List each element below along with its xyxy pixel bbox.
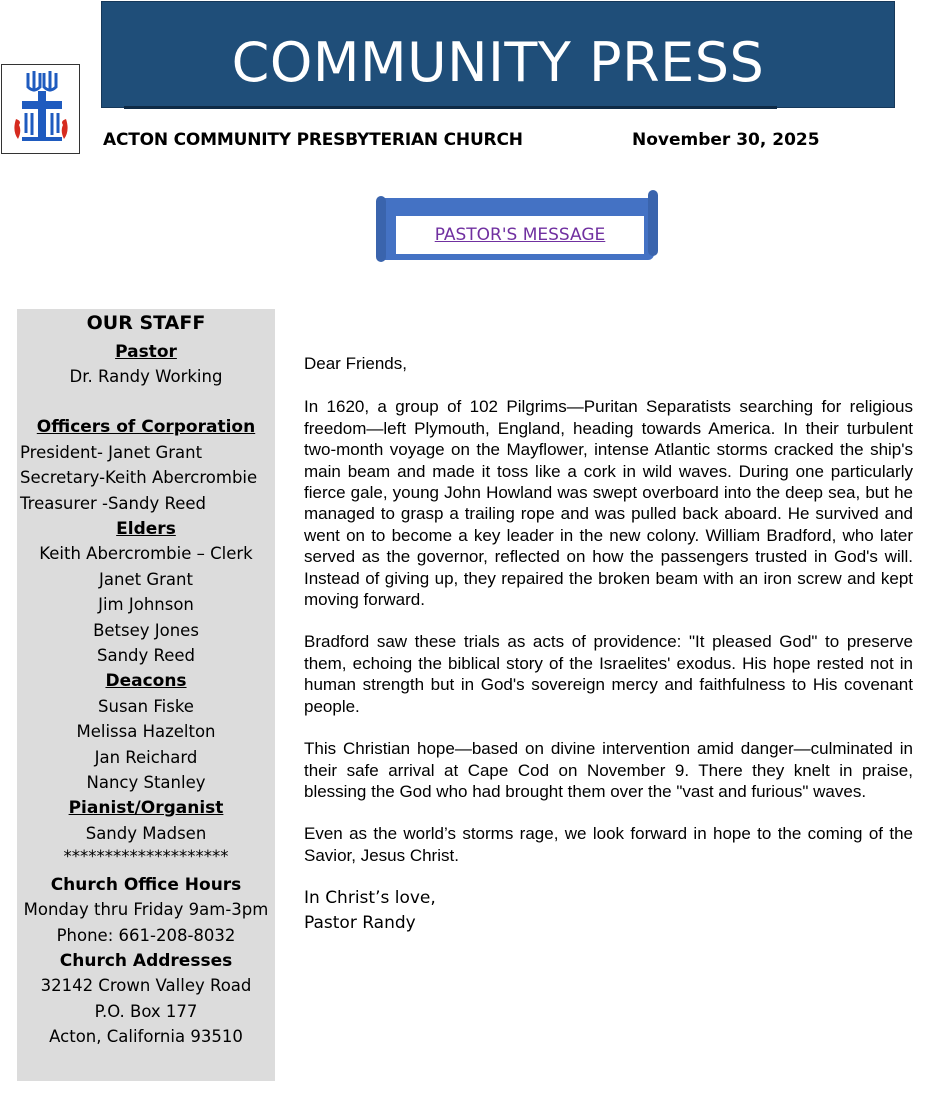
elder-item: Keith Abercrombie – Clerk xyxy=(39,544,253,563)
section-scroll-banner xyxy=(376,190,658,270)
masthead-underline xyxy=(124,106,777,109)
pianist-name: Sandy Madsen xyxy=(85,824,207,843)
issue-date: November 30, 2025 xyxy=(632,130,820,150)
office-phone: Phone: 661-208-8032 xyxy=(56,926,236,945)
pastor-letter xyxy=(304,353,913,936)
letter-paragraph: In 1620, a group of 102 Pilgrims—Puritan Separatists searching for religious freedom—left Plymouth, England, heading towards America. In their turbulent two-month voyage on the Mayflower, intense Atlantic storms cracked the ship's main beam and made it toss like a cork in wild waves. During one particularly fierce gale, young John Howland was swept overboard into the deep sea, but he managed to grasp a trailing rope and was pulled back aboard. He survived and went on to become a key leader in the new colony. William Bradford, who later served as the governor, reflected on how the passengers trusted in God's will. Instead of giving up, they repaired the broken beam with an iron screw and kept moving forward. xyxy=(304,397,913,610)
church-logo xyxy=(1,64,80,154)
separator-stars: ******************** xyxy=(63,847,229,866)
elder-item: Jim Johnson xyxy=(98,595,194,614)
deacon-item: Susan Fiske xyxy=(98,697,194,716)
newsletter-title: COMMUNITY PRESS xyxy=(231,31,765,94)
staff-title: OUR STAFF xyxy=(86,312,206,334)
deacon-item: Jan Reichard xyxy=(94,748,198,767)
deacon-item: Melissa Hazelton xyxy=(76,722,216,741)
letter-signature: Pastor Randy xyxy=(304,913,416,934)
pastors-message-link[interactable]: PASTOR'S MESSAGE xyxy=(434,225,606,245)
letter-greeting: Dear Friends, xyxy=(304,354,407,373)
elders-heading: Elders xyxy=(116,519,176,539)
officer-item: Treasurer -Sandy Reed xyxy=(20,494,206,513)
staff-sidebar xyxy=(17,309,275,1081)
letter-paragraph: Even as the world’s storms rage, we look forward in hope to the coming of the Savior, Jesus Christ. xyxy=(304,824,913,865)
officer-item: Secretary-Keith Abercrombie xyxy=(20,468,258,487)
officer-item: President- Janet Grant xyxy=(20,443,203,462)
elder-item: Sandy Reed xyxy=(96,646,196,665)
office-hours-heading: Church Office Hours xyxy=(50,875,242,895)
deacon-item: Nancy Stanley xyxy=(86,773,206,792)
letter-closing: In Christ’s love, xyxy=(304,888,436,909)
address-line: P.O. Box 177 xyxy=(94,1002,198,1021)
pastor-name: Dr. Randy Working xyxy=(69,367,223,386)
address-line: Acton, California 93510 xyxy=(49,1027,243,1046)
addresses-heading: Church Addresses xyxy=(59,951,233,971)
address-line: 32142 Crown Valley Road xyxy=(40,976,252,995)
church-name: ACTON COMMUNITY PRESBYTERIAN CHURCH xyxy=(103,130,523,150)
presbyterian-seal-icon xyxy=(10,69,72,149)
letter-paragraph: Bradford saw these trials as acts of providence: "It pleased God" to preserve them, echoing the biblical story of the Israelites' exodus. His hope rested not in human strength but in God's sovereign mercy and faithfulness to His covenant people. xyxy=(304,632,913,716)
masthead-banner xyxy=(101,1,895,108)
elder-item: Janet Grant xyxy=(99,570,193,589)
deacons-heading: Deacons xyxy=(105,671,187,691)
pianist-heading: Pianist/Organist xyxy=(68,798,224,818)
letter-paragraph: This Christian hope—based on divine intervention amid danger—culminated in their safe arrival at Cape Cod on November 9. There they knelt in praise, blessing the God who had brought them over the "vast and furious" waves. xyxy=(304,739,913,801)
pastor-heading: Pastor xyxy=(115,342,177,362)
elder-item: Betsey Jones xyxy=(93,621,199,640)
officers-heading: Officers of Corporation xyxy=(36,417,256,437)
office-hours: Monday thru Friday 9am-3pm xyxy=(23,900,269,919)
